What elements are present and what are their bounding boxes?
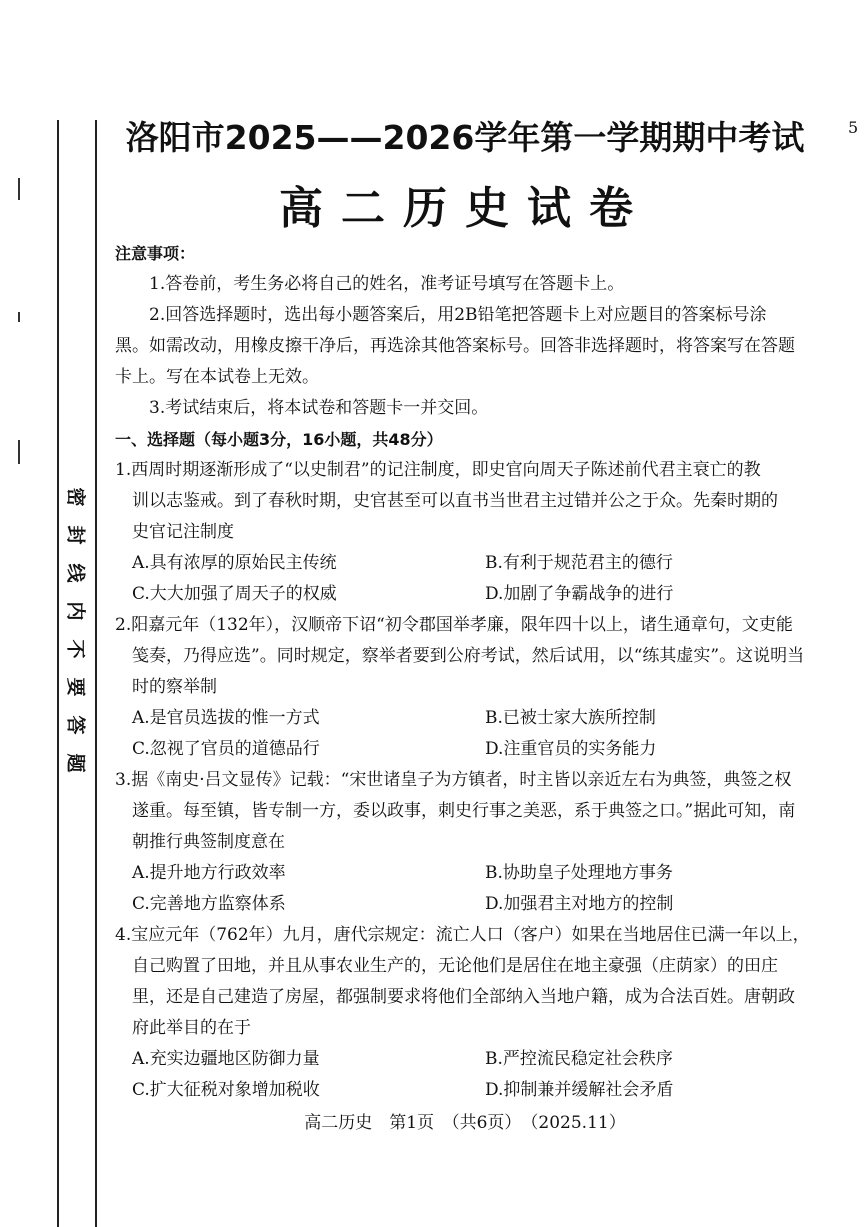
option-row — [115, 734, 815, 765]
option-a: A.具有浓厚的原始民主传统 — [132, 553, 337, 573]
binding-line-inner — [95, 120, 97, 1227]
option-c: C.大大加强了周天子的权威 — [132, 584, 337, 604]
exam-body — [115, 238, 815, 1106]
seal-line-notice — [63, 478, 89, 782]
question-2 — [115, 610, 815, 765]
option-row — [115, 548, 815, 579]
option-c: C.扩大征税对象增加税收 — [132, 1080, 320, 1100]
question-stem: 2.阳嘉元年（132年），汉顺帝下诏“初令郡国举孝廉，限年四十以上，诸生通章句，文吏能 — [115, 615, 793, 635]
question-stem: 训以志鉴戒。到了春秋时期，史官甚至可以直书当世君主过错并公之于众。先秦时期的 — [132, 491, 778, 511]
notice-item: 3.考试结束后，将本试卷和答题卡一并交回。 — [149, 398, 489, 418]
option-a: A.提升地方行政效率 — [132, 863, 286, 883]
margin-mark — [18, 312, 20, 322]
notice-item: 2.回答选择题时，选出每小题答案后，用2B铅笔把答题卡上对应题目的答案标号涂 — [149, 305, 767, 325]
question-stem: 府此举目的在于 — [132, 1018, 251, 1038]
option-c: C.完善地方监察体系 — [132, 894, 286, 914]
question-stem: 遂重。每至镇，皆专制一方，委以政事，刺史行事之美恶，系于典签之口。”据此可知，南 — [132, 801, 796, 821]
seal-char: 线 — [64, 563, 87, 583]
option-d: D.加剧了争霸战争的进行 — [485, 584, 674, 604]
question-1 — [115, 455, 815, 610]
exam-title: 洛阳市2025——2026学年第一学期期中考试 — [125, 118, 805, 157]
margin-mark — [18, 440, 20, 464]
page-footer: 高二历史 第1页 （共6页） （2025.11） — [304, 1113, 626, 1133]
option-b: B.协助皇子处理地方事务 — [485, 863, 673, 883]
seal-char: 要 — [64, 677, 87, 697]
seal-char: 题 — [64, 753, 87, 773]
page-corner-mark: 5 — [848, 118, 859, 137]
seal-char: 封 — [64, 525, 87, 545]
question-stem: 3.据《南史·吕文显传》记载：“宋世诸皇子为方镇者，时主皆以亲近左右为典签，典签之权 — [115, 770, 792, 790]
option-row — [115, 1044, 815, 1075]
question-stem: 笺奏，乃得应选”。同时规定，察举者要到公府考试，然后试用，以“练其虚实”。这说明当 — [132, 646, 805, 666]
question-4 — [115, 920, 815, 1106]
option-row — [115, 579, 815, 610]
question-stem: 自己购置了田地，并且从事农业生产的，无论他们是居住在地主豪强（庄荫家）的田庄 — [132, 956, 778, 976]
question-stem: 里，还是自己建造了房屋，都强制要求将他们全部纳入当地户籍，成为合法百姓。唐朝政 — [132, 987, 795, 1007]
exam-subtitle: 高二历史试卷 — [279, 183, 651, 234]
notice-item-cont: 黑。如需改动，用橡皮擦干净后，再选涂其他答案标号。回答非选择题时，将答案写在答题 — [115, 336, 795, 356]
option-c: C.忽视了官员的道德品行 — [132, 739, 320, 759]
option-d: D.注重官员的实务能力 — [485, 739, 657, 759]
question-stem: 时的察举制 — [132, 677, 217, 697]
question-3 — [115, 765, 815, 920]
seal-char: 密 — [64, 487, 87, 507]
binding-line-outer — [57, 120, 59, 1227]
notice-heading: 注意事项： — [115, 244, 196, 263]
option-a: A.是官员选拔的惟一方式 — [132, 708, 320, 728]
option-a: A.充实边疆地区防御力量 — [132, 1049, 320, 1069]
question-stem: 朝推行典签制度意在 — [132, 832, 285, 852]
option-row — [115, 858, 815, 889]
seal-char: 不 — [64, 639, 87, 659]
option-row — [115, 703, 815, 734]
question-stem: 4.宝应元年（762年）九月，唐代宗规定：流亡人口（客户）如果在当地居住已满一年以上， — [115, 925, 810, 945]
option-b: B.已被士家大族所控制 — [485, 708, 656, 728]
option-row — [115, 889, 815, 920]
option-d: D.加强君主对地方的控制 — [485, 894, 674, 914]
margin-mark — [18, 178, 20, 200]
question-stem: 1.西周时期逐渐形成了“以史制君”的记注制度，即史官向周天子陈述前代君主衰亡的教 — [115, 460, 761, 480]
option-row — [115, 1075, 815, 1106]
option-b: B.严控流民稳定社会秩序 — [485, 1049, 673, 1069]
question-stem: 史官记注制度 — [132, 522, 234, 542]
section-heading: 一、选择题（每小题3分，16小题，共48分） — [115, 430, 443, 449]
option-d: D.抑制兼并缓解社会矛盾 — [485, 1080, 674, 1100]
option-b: B.有利于规范君主的德行 — [485, 553, 673, 573]
seal-char: 答 — [64, 715, 87, 735]
notice-item-cont: 卡上。写在本试卷上无效。 — [115, 367, 319, 387]
notice-item: 1.答卷前，考生务必将自己的姓名，准考证号填写在答题卡上。 — [149, 274, 625, 294]
seal-char: 内 — [64, 601, 87, 621]
